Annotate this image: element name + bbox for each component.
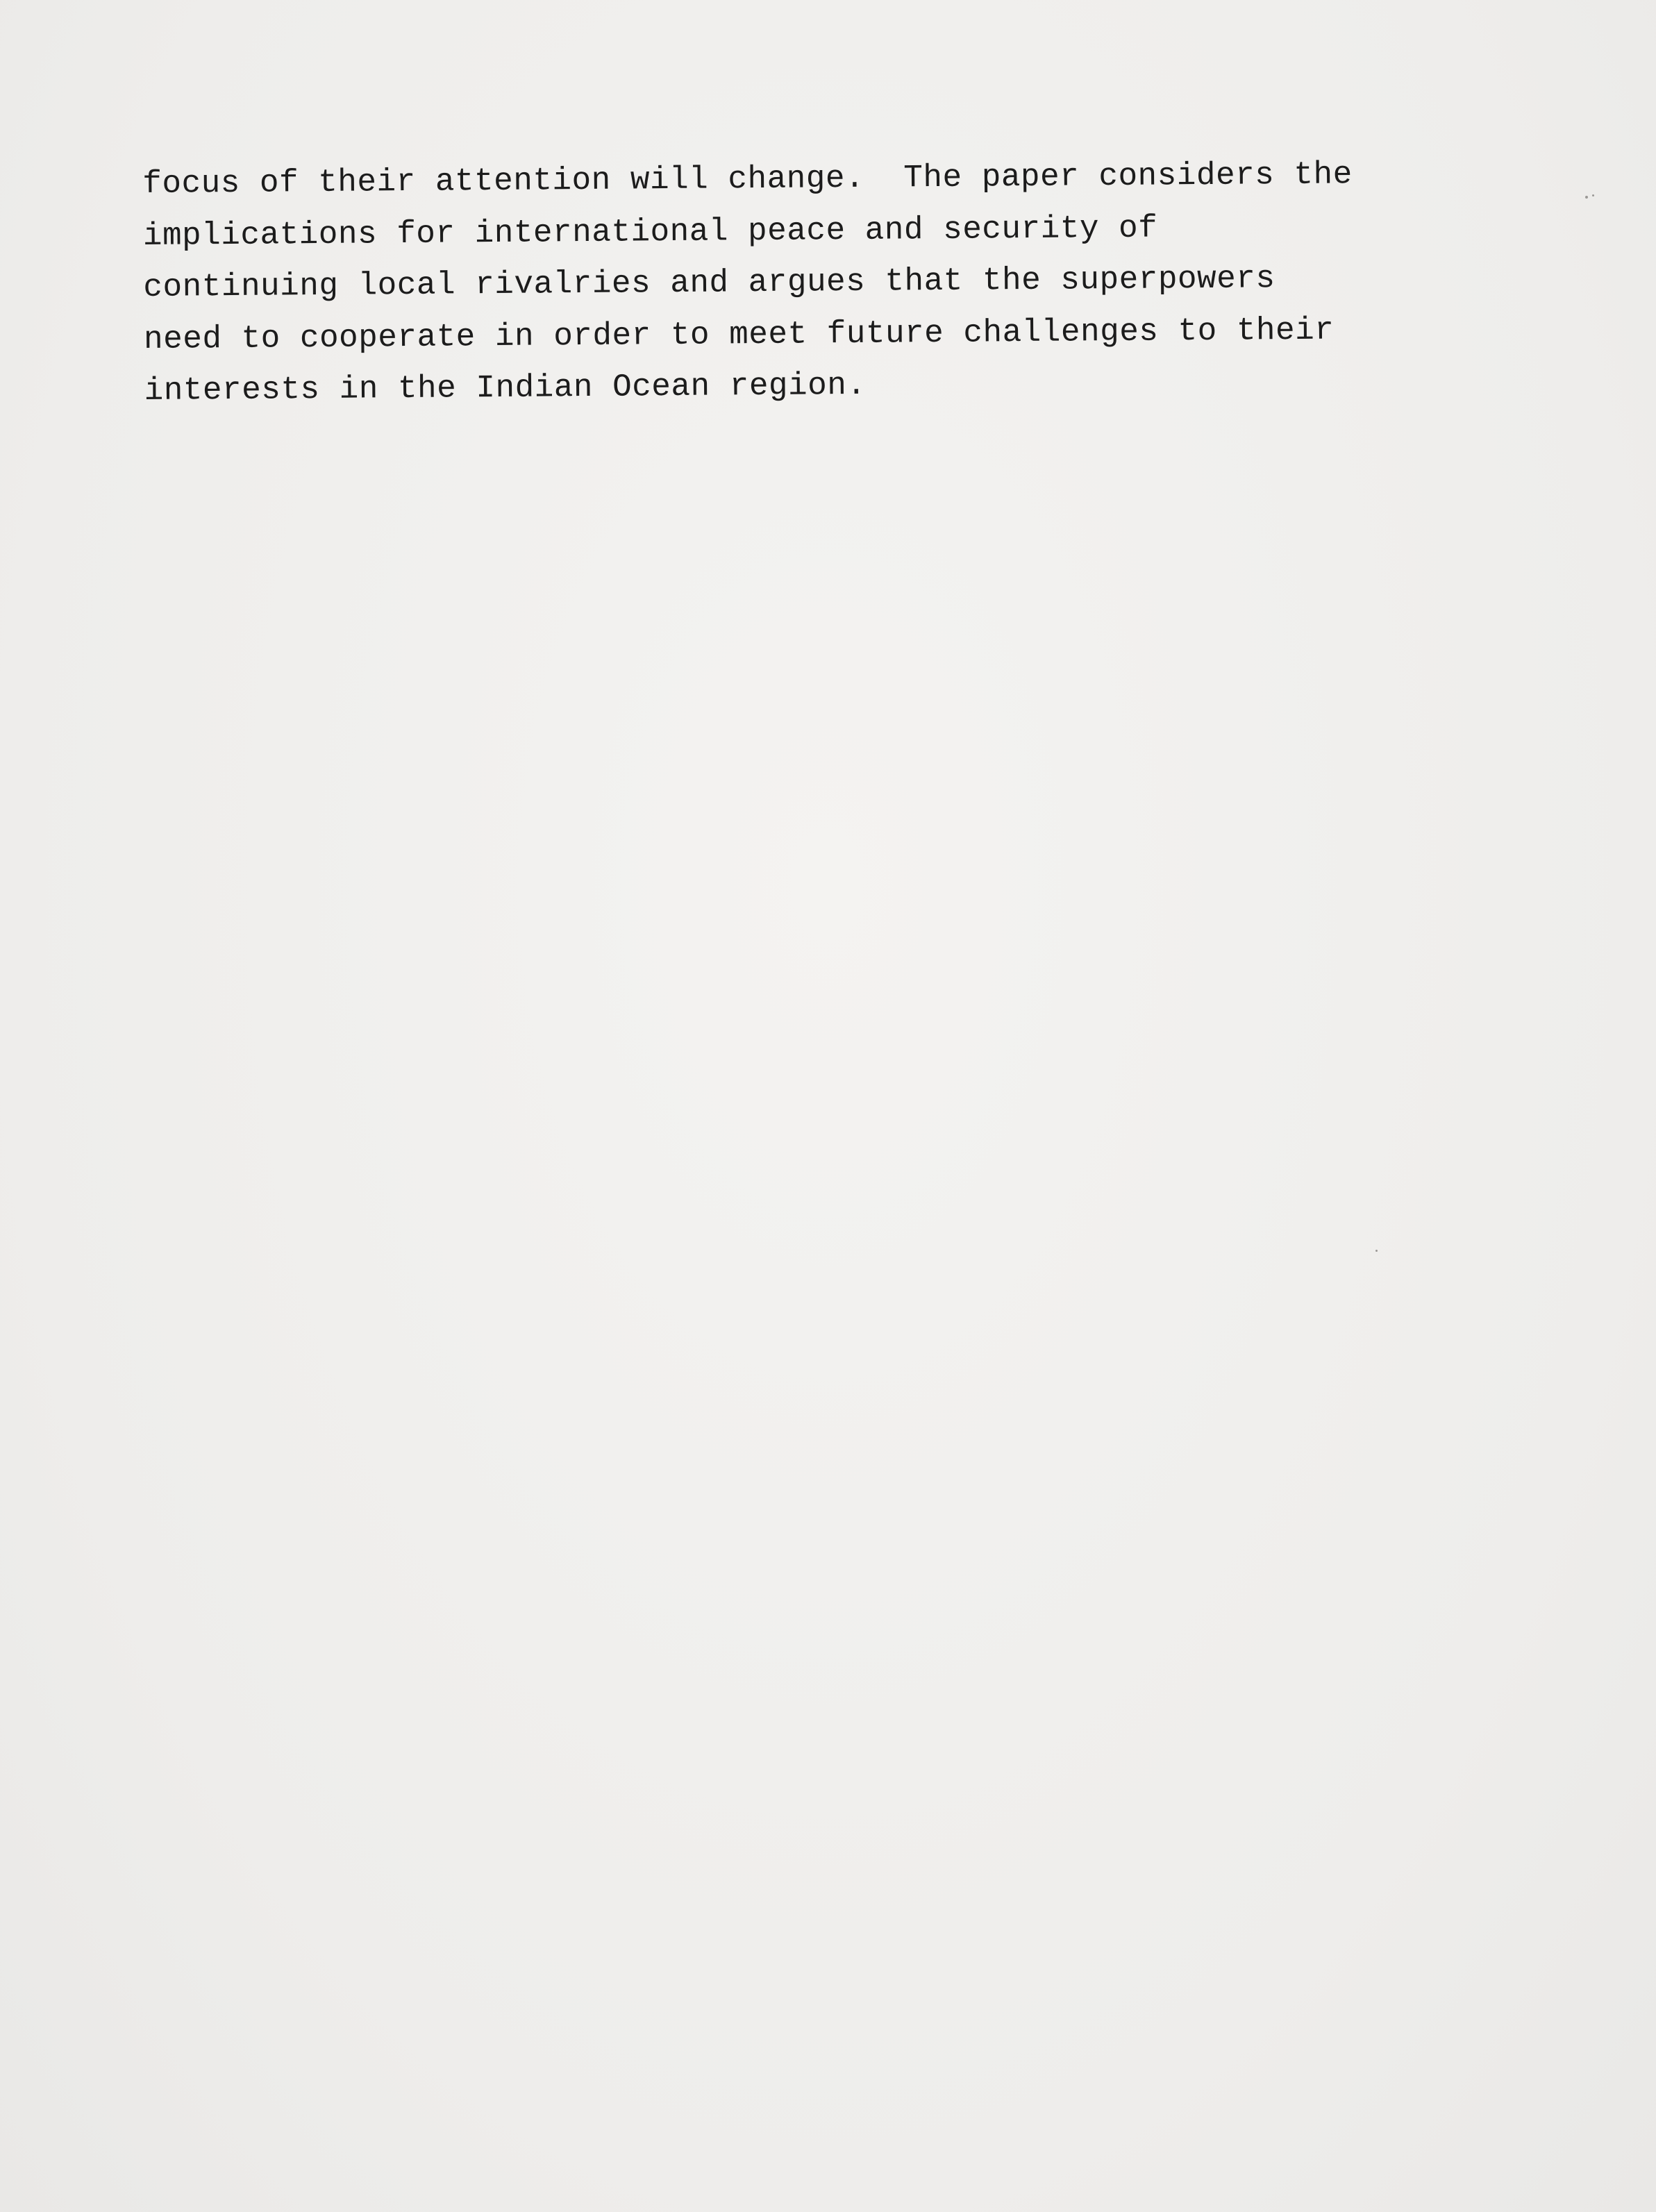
typed-paragraph bbox=[142, 148, 1478, 417]
paper-speck bbox=[1585, 196, 1588, 199]
paper-speck bbox=[1375, 1250, 1378, 1252]
text-line: need to cooperate in order to meet future challenges to their bbox=[143, 312, 1335, 358]
text-line: continuing local rivalries and argues that the superpowers bbox=[143, 260, 1276, 305]
text-line: interests in the Indian Ocean region. bbox=[144, 367, 867, 409]
text-line: focus of their attention will change. The paper considers the bbox=[142, 156, 1353, 202]
paper-speck bbox=[1592, 194, 1594, 196]
text-line: implications for international peace and security of bbox=[142, 210, 1158, 254]
